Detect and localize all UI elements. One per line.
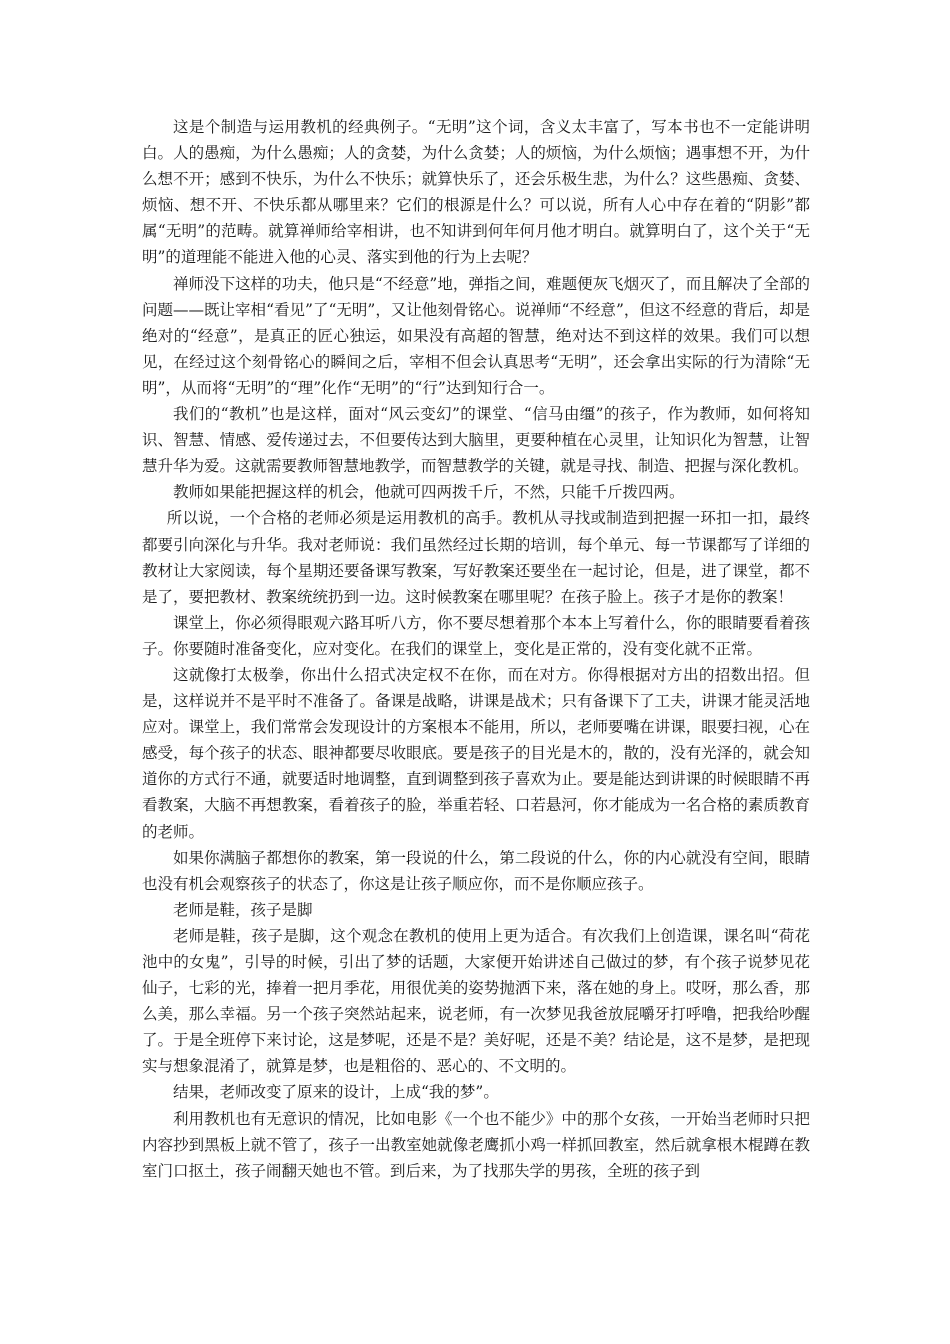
paragraph: 如果你满脑子都想你的教案，第一段说的什么，第二段说的什么，你的内心就没有空间，眼睛也没有机会观察孩子的状态了，你这是让孩子顺应你，而不是你顺应孩子。 bbox=[142, 848, 810, 893]
paragraph: 禅师没下这样的功夫，他只是“不经意”地，弹指之间，难题便灰飞烟灭了，而且解决了全部的问题——既让宰相“看见”了“无明”，又让他刻骨铭心。说禅师“不经意”，但这不经意的背后，却是绝对的“经意”，是真正的匠心独运，如果没有高超的智慧，绝对达不到这样的效果。我们可以想见，在经过这个刻骨铭心的瞬间之后，宰相不但会认真思考“无明”，还会拿出实际的行为清除“无明”，从而将“无明”的“理”化作“无明”的“行”达到知行合一。 bbox=[142, 274, 810, 397]
paragraph: 这就像打太极拳，你出什么招式决定权不在你，而在对方。你得根据对方出的招数出招。但是，这样说并不是平时不准备了。备课是战略，讲课是战术；只有备课下了工夫，讲课才能灵活地应对。课堂上，我们常常会发现设计的方案根本不能用，所以，老师要嘴在讲课，眼要扫视，心在感受，每个孩子的状态、眼神都要尽收眼底。要是孩子的目光是木的，散的，没有光泽的，就会知道你的方式行不通，就要适时地调整，直到调整到孩子喜欢为止。要是能达到讲课的时候眼睛不再看教案，大脑不再想教案，看着孩子的脸，举重若轻、口若悬河，你才能成为一名合格的素质教育的老师。 bbox=[142, 665, 810, 841]
document-body bbox=[142, 114, 810, 1184]
paragraph: 结果，老师改变了原来的设计，上成“我的梦”。 bbox=[173, 1083, 499, 1102]
paragraph: 教师如果能把握这样的机会，他就可四两拨千斤，不然，只能千斤拨四两。 bbox=[173, 483, 685, 502]
paragraph: 所以说，一个合格的老师必须是运用教机的高手。教机从寻找或制造到把握一环扣一扣，最终都要引向深化与升华。我对老师说：我们虽然经过长期的培训，每个单元、每一节课都写了详细的教材让大家阅读，每个星期还要备课写教案，写好教案还要坐在一起讨论，但是，进了课堂，都不是了，要把教材、教案统统扔到一边。这时候教案在哪里呢？在孩子脸上。孩子才是你的教案！ bbox=[142, 509, 810, 606]
paragraph: 利用教机也有无意识的情况，比如电影《一个也不能少》中的那个女孩，一开始当老师时只把内容抄到黑板上就不管了，孩子一出教室她就像老鹰抓小鸡一样抓回教室，然后就拿根木棍蹲在教室门口抠土，孩子闹翻天她也不管。到后来，为了找那失学的男孩，全班的孩子到 bbox=[142, 1109, 810, 1180]
paragraph: 我们的“教机”也是这样，面对“风云变幻”的课堂、“信马由缰”的孩子，作为教师，如何将知识、智慧、情感、爱传递过去，不但要传达到大脑里，更要种植在心灵里，让知识化为智慧，让智慧升华为爱。这就需要教师智慧地教学，而智慧教学的关键，就是寻找、制造、把握与深化教机。 bbox=[142, 405, 810, 476]
paragraph: 老师是鞋，孩子是脚，这个观念在教机的使用上更为适合。有次我们上创造课，课名叫“荷花池中的女鬼”，引导的时候，引出了梦的话题，大家便开始讲述自己做过的梦，有个孩子说梦见花仙子，七彩的光，捧着一把月季花，用很优美的姿势抛洒下来，落在她的身上。哎呀，那么香，那么美，那么幸福。另一个孩子突然站起来，说老师，有一次梦见我爸放屁嚼牙打呼噜，把我给吵醒了。于是全班停下来讨论，这是梦呢，还是不是？美好呢，还是不美？结论是，这不是梦，是把现实与想象混淆了，就算是梦，也是粗俗的、恶心的、不文明的。 bbox=[142, 926, 810, 1076]
section-heading: 老师是鞋，孩子是脚 bbox=[173, 900, 313, 919]
paragraph: 这是个制造与运用教机的经典例子。“无明”这个词，含义太丰富了，写本书也不一定能讲明白。人的愚痴，为什么愚痴；人的贪婪，为什么贪婪；人的烦恼，为什么烦恼；遇事想不开，为什么想不开；感到不快乐，为什么不快乐；就算快乐了，还会乐极生悲，为什么？这些愚痴、贪婪、烦恼、想不开、不快乐都从哪里来？它们的根源是什么？可以说，所有人心中存在着的“阴影”都属“无明”的范畴。就算禅师给宰相讲，也不知讲到何年何月他才明白。就算明白了，这个关于“无明”的道理能不能进入他的心灵、落实到他的行为上去呢？ bbox=[142, 118, 810, 267]
paragraph: 课堂上，你必须得眼观六路耳听八方，你不要尽想着那个本本上写着什么，你的眼睛要看着孩子。你要随时准备变化，应对变化。在我们的课堂上，变化是正常的，没有变化就不正常。 bbox=[142, 613, 810, 658]
